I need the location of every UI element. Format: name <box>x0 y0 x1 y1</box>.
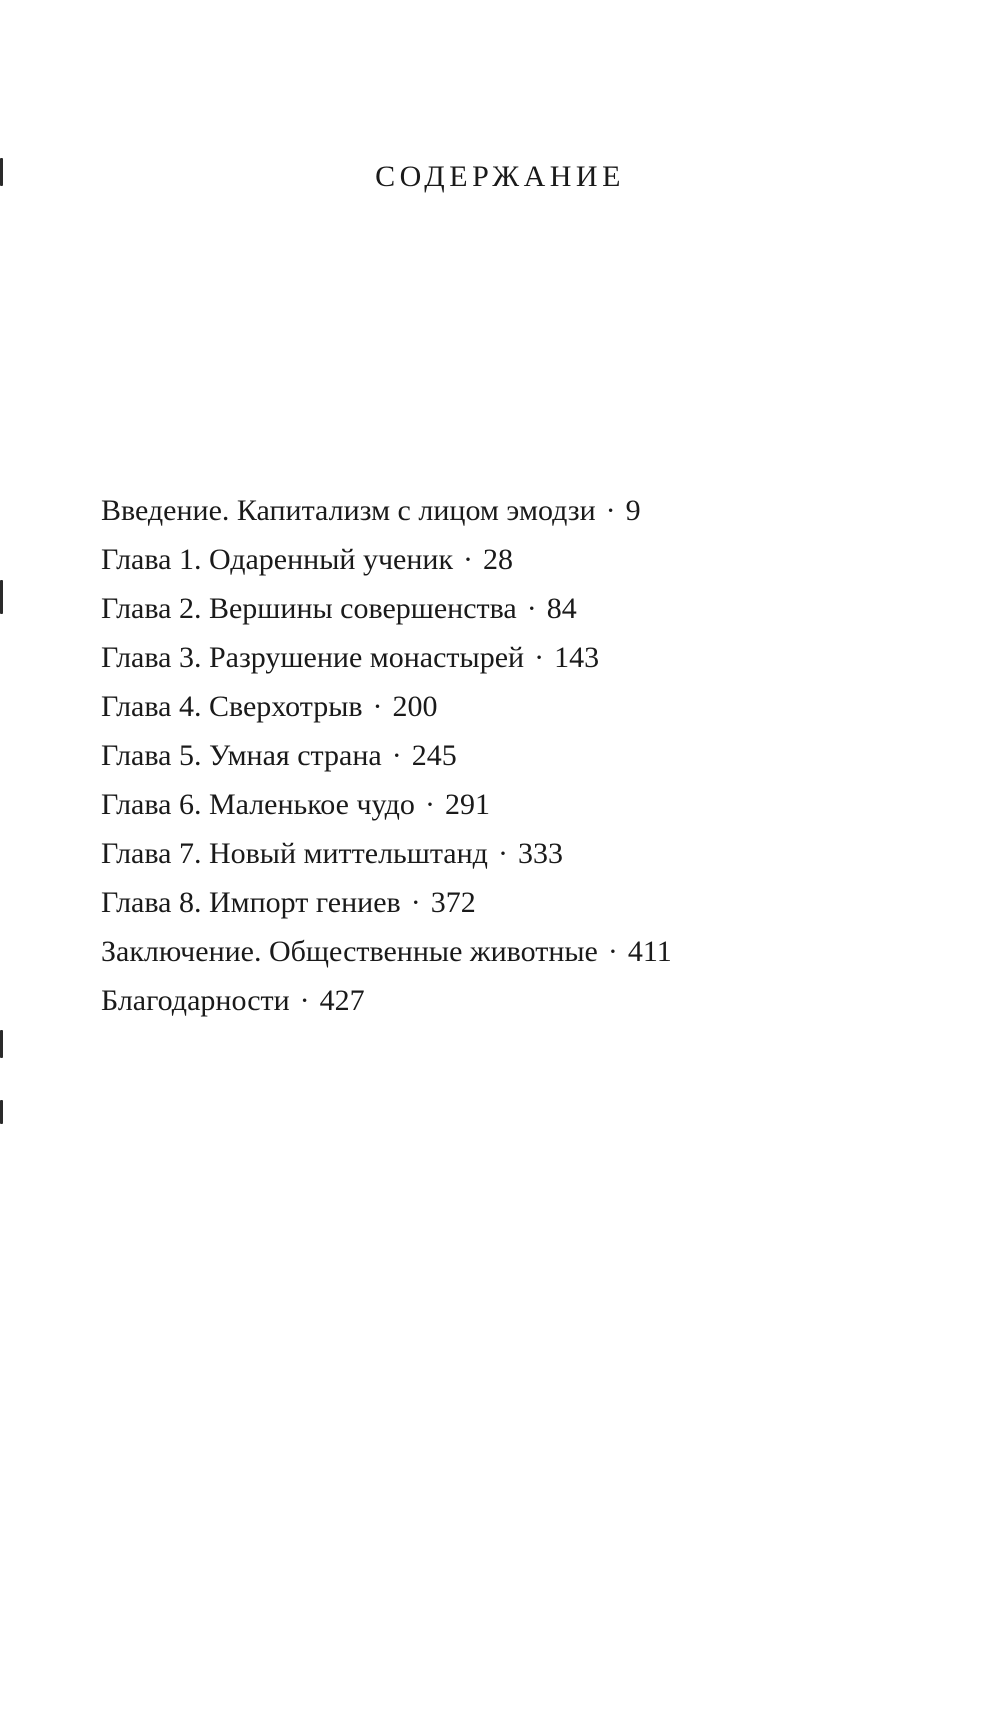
toc-page-number: 245 <box>411 739 457 772</box>
toc-item[interactable] <box>101 731 672 780</box>
page-edge-mark <box>0 580 3 614</box>
toc-item-label: Глава 7. Новый миттельштанд <box>101 837 488 870</box>
toc-item-label: Глава 5. Умная страна <box>101 739 382 772</box>
toc-item-label: Глава 1. Одаренный ученик <box>101 543 454 576</box>
toc-separator: · <box>605 494 616 527</box>
toc-item-label: Введение. Капитализм с лицом эмодзи <box>101 494 596 527</box>
toc-page-number: 411 <box>627 935 672 968</box>
toc-item[interactable] <box>101 927 672 976</box>
toc-page-number: 333 <box>517 837 563 870</box>
toc-item[interactable] <box>101 486 672 535</box>
toc-item-label: Благодарности <box>101 984 290 1017</box>
toc-item-label: Глава 3. Разрушение монастырей <box>101 641 525 674</box>
toc-separator: · <box>299 984 310 1017</box>
toc-item-label: Глава 2. Вершины совершенства <box>101 592 517 625</box>
toc-item[interactable] <box>101 633 672 682</box>
toc-page-number: 427 <box>319 984 365 1017</box>
toc-item[interactable] <box>101 584 672 633</box>
toc-page-number: 143 <box>554 641 600 674</box>
table-of-contents <box>101 486 672 1025</box>
toc-separator: · <box>534 641 545 674</box>
toc-item-label: Глава 6. Маленькое чудо <box>101 788 415 821</box>
toc-item[interactable] <box>101 878 672 927</box>
toc-item[interactable] <box>101 535 672 584</box>
toc-separator: · <box>497 837 508 870</box>
toc-item[interactable] <box>101 682 672 731</box>
toc-separator: · <box>526 592 537 625</box>
toc-item[interactable] <box>101 829 672 878</box>
toc-page-number: 372 <box>430 886 476 919</box>
toc-item-label: Заключение. Общественные животные <box>101 935 598 968</box>
page-title: СОДЕРЖАНИЕ <box>375 160 625 193</box>
toc-separator: · <box>424 788 435 821</box>
toc-page-number: 9 <box>625 494 641 527</box>
page-edge-mark <box>0 1100 3 1124</box>
toc-page-number: 200 <box>392 690 438 723</box>
toc-item[interactable] <box>101 976 672 1025</box>
toc-page-number: 28 <box>483 543 514 576</box>
toc-item-label: Глава 8. Импорт гениев <box>101 886 401 919</box>
toc-page-number: 291 <box>444 788 490 821</box>
toc-separator: · <box>463 543 474 576</box>
toc-item-label: Глава 4. Сверхотрыв <box>101 690 363 723</box>
toc-separator: · <box>410 886 421 919</box>
page-edge-mark <box>0 1030 3 1058</box>
toc-separator: · <box>607 935 618 968</box>
toc-item[interactable] <box>101 780 672 829</box>
toc-separator: · <box>391 739 402 772</box>
toc-page-number: 84 <box>546 592 577 625</box>
toc-separator: · <box>372 690 383 723</box>
